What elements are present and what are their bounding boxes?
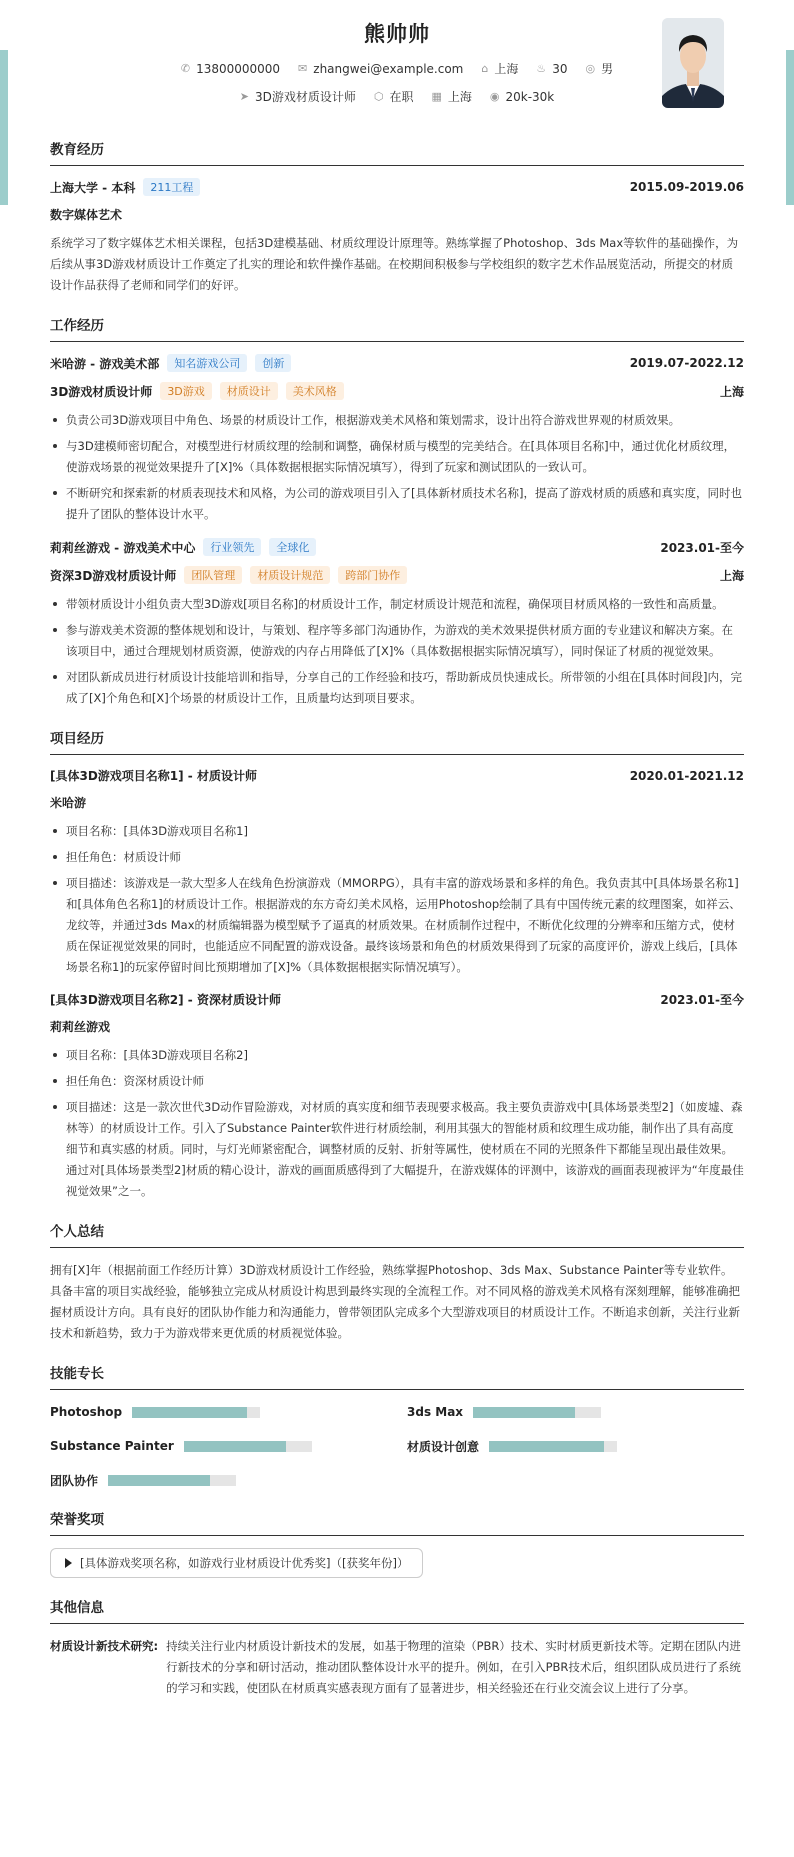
- summary-section: [50, 1220, 744, 1344]
- project-period: 2020.01-2021.12: [629, 768, 744, 783]
- project-name: [具体3D游戏项目名称1] - 材质设计师: [50, 769, 257, 783]
- skill-name: 材质设计创意: [407, 1439, 480, 1454]
- cake-icon: ♨: [536, 62, 547, 75]
- work-section: [50, 314, 744, 709]
- honors-section: [50, 1508, 744, 1578]
- skill-name: Photoshop: [50, 1405, 123, 1419]
- gender-icon: ◎: [585, 62, 596, 75]
- company-tag: 全球化: [269, 538, 316, 556]
- send-icon: ➤: [239, 90, 249, 103]
- other-section: [50, 1596, 744, 1699]
- summary-text: 拥有[X]年（根据前面工作经历计算）3D游戏材质设计工作经验，熟练掌握Photoshop、3ds Max、Substance Painter等专业软件。具备丰富的项目实战经验，能够独立完成从材质设计构思到最终实现的全流程工作。对不同风格的游戏美术风格有深刻理解，能够准确把握材质设计方向。具有良好的团队协作能力和沟通能力，曾带领团队完成多个大型游戏项目的材质设计工作。不断追求创新，关注行业新技术和新趋势，致力于为游戏带来更优质的材质视觉体验。: [50, 1263, 740, 1340]
- skill-name: 3ds Max: [407, 1405, 464, 1419]
- expand-triangle-icon: [65, 1558, 72, 1568]
- education-period: 2015.09-2019.06: [629, 180, 744, 194]
- skill-item: [50, 1402, 387, 1422]
- work-item: [50, 354, 744, 525]
- skill-tag: 材质设计: [220, 382, 278, 400]
- resume-header: [50, 0, 744, 128]
- work-item: [50, 538, 744, 709]
- skill-item: [407, 1436, 744, 1456]
- honor-item[interactable]: [50, 1548, 423, 1578]
- work-company: 米哈游 - 游戏美术部: [50, 356, 160, 371]
- list-item: 项目描述：这是一款次世代3D动作冒险游戏，对材质的真实度和细节表现要求极高。我主要负责游戏中[具体场景类型2]（如废墟、森林等）的材质设计工作。引入了Substance Painter软件进行材质绘制，利用其强大的智能材质和纹理生成功能，制作出了具有高度细节和真实感的材质。同时，与灯光师紧密配合，调整材质的反射、折射等属性，使材质在不同的光照条件下都能呈现出最佳效果。通过对[具体场景类型2]材质的精心设计，游戏的画面质感得到了大幅提升，在游戏媒体的评测中，该游戏的画面表现被评为“年度最佳视觉效果”之一。: [50, 1097, 744, 1202]
- email: zhangwei@example.com: [313, 61, 464, 76]
- home-icon: ⌂: [481, 62, 489, 75]
- skills-title: 技能专长: [50, 1362, 744, 1390]
- list-item: 负责公司3D游戏项目中角色、场景的材质设计工作，根据游戏美术风格和策划需求，设计出符合游戏世界观的材质效果。: [50, 410, 744, 431]
- left-accent-bar: [0, 50, 8, 205]
- skill-tag: 团队管理: [184, 566, 242, 584]
- list-item: 担任角色：资深材质设计师: [50, 1071, 744, 1092]
- work-period: 2019.07-2022.12: [629, 356, 744, 370]
- phone: 13800000000: [196, 61, 281, 76]
- major: 数字媒体艺术: [50, 208, 123, 222]
- skill-name: 团队协作: [50, 1473, 99, 1488]
- status-icon: ⬡: [373, 90, 384, 103]
- avatar: [662, 18, 724, 108]
- building-icon: ▦: [431, 90, 442, 103]
- phone-icon: ✆: [180, 62, 191, 75]
- company-tag: 创新: [255, 354, 291, 372]
- education-title: 教育经历: [50, 138, 744, 166]
- target-city: 上海: [447, 90, 472, 104]
- company-tag: 行业领先: [203, 538, 261, 556]
- status: 在职: [389, 90, 414, 104]
- skill-name: Substance Painter: [50, 1439, 174, 1453]
- project-name: [具体3D游戏项目名称2] - 资深材质设计师: [50, 993, 281, 1007]
- email-icon: ✉: [298, 62, 308, 75]
- skill-bar-fill: [108, 1475, 210, 1486]
- skill-bar-fill: [184, 1441, 286, 1452]
- skill-bar: [108, 1475, 236, 1486]
- list-item: 项目描述：该游戏是一款大型多人在线角色扮演游戏（MMORPG），具有丰富的游戏场景和多样的角色。我负责其中[具体场景名称1]和[具体角色名称1]的材质设计工作。根据游戏的东方奇幻美术风格，运用Photoshop绘制了具有中国传统元素的纹理图案，如祥云、龙纹等，并通过3ds Max的材质编辑器为模型赋予了逼真的材质效果。在材质制作过程中，不断优化纹理的分辨率和压缩方式，使材质在保证视觉效果的同时，也能适应不同配置的游戏设备。最终该场景和角色的材质效果得到了玩家的高度评价，游戏上线后，[具体场景名称1]的玩家停留时间比预期增加了[X]%（具体数据根据实际情况填写）。: [50, 873, 744, 978]
- skill-tag: 美术风格: [286, 382, 344, 400]
- right-accent-bar: [786, 50, 794, 205]
- school-name: 上海大学 - 本科: [50, 180, 136, 195]
- summary-title: 个人总结: [50, 1220, 744, 1248]
- skill-bar: [489, 1441, 617, 1452]
- work-title: 资深3D游戏材质设计师: [50, 568, 177, 583]
- skill-bar: [132, 1407, 260, 1418]
- project-company: 米哈游: [50, 796, 87, 810]
- honors-title: 荣誉奖项: [50, 1508, 744, 1536]
- projects-title: 项目经历: [50, 727, 744, 755]
- position: 3D游戏材质设计师: [254, 90, 356, 104]
- work-company: 莉莉丝游戏 - 游戏美术中心: [50, 540, 196, 555]
- skill-tag: 跨部门协作: [338, 566, 407, 584]
- list-item: 带领材质设计小组负责大型3D游戏[项目名称]的材质设计工作，制定材质设计规范和流程，确保项目材质风格的一致性和高质量。: [50, 594, 744, 615]
- work-location: 上海: [719, 568, 744, 583]
- skill-item: [407, 1402, 744, 1422]
- skill-bar-fill: [489, 1441, 604, 1452]
- projects-section: [50, 727, 744, 1202]
- education-desc: 系统学习了数字媒体艺术相关课程，包括3D建模基础、材质纹理设计原理等。熟练掌握了Photoshop、3ds Max等软件的基础操作，为后续从事3D游戏材质设计工作奠定了扎实的理论和软件操作基础。在校期间积极参与学校组织的数字艺术作品展览活动，所提交的材质设计作品获得了老师和同学们的好评。: [50, 236, 739, 292]
- candidate-name: 熊帅帅: [364, 22, 430, 46]
- age: 30: [552, 61, 568, 76]
- list-item: 项目名称：[具体3D游戏项目名称2]: [50, 1045, 744, 1066]
- skill-bar-fill: [132, 1407, 247, 1418]
- project-item: [50, 991, 744, 1202]
- skill-item: [50, 1470, 387, 1490]
- list-item: 参与游戏美术资源的整体规划和设计，与策划、程序等多部门沟通协作，为游戏的美术效果提供材质方面的专业建议和解决方案。在该项目中，通过合理规划材质资源，使游戏的内存占用降低了[X]%（具体数据根据实际情况填写），同时保证了材质的视觉效果。: [50, 620, 744, 662]
- honor-text: [具体游戏奖项名称，如游戏行业材质设计优秀奖]（[获奖年份]）: [80, 1556, 409, 1570]
- list-item: 不断研究和探索新的材质表现技术和风格，为公司的游戏项目引入了[具体新材质技术名称]，提高了游戏材质的质感和真实度，同时也提升了团队的整体设计水平。: [50, 483, 744, 525]
- skill-bar: [184, 1441, 312, 1452]
- gender: 男: [601, 62, 614, 76]
- work-period: 2023.01-至今: [660, 540, 744, 555]
- skill-bar: [473, 1407, 601, 1418]
- list-item: 担任角色：材质设计师: [50, 847, 744, 868]
- skill-tag: 材质设计规范: [250, 566, 330, 584]
- resume-page: [50, 0, 744, 1699]
- list-item: 与3D建模师密切配合，对模型进行材质纹理的绘制和调整，确保材质与模型的完美结合。在[具体项目名称]中，通过优化材质纹理，使游戏场景的视觉效果提升了[X]%（具体数据根据实际情况填写），得到了玩家和测试团队的一致认可。: [50, 436, 744, 478]
- contact-row: [50, 60, 744, 77]
- project-item: [50, 767, 744, 978]
- company-tag: 知名游戏公司: [167, 354, 247, 372]
- skill-item: [50, 1436, 387, 1456]
- job-intent-row: [50, 88, 744, 105]
- skill-tag: 3D游戏: [160, 382, 211, 400]
- other-title: 其他信息: [50, 1596, 744, 1624]
- work-location: 上海: [719, 384, 744, 399]
- education-section: [50, 138, 744, 296]
- other-text: 持续关注行业内材质设计新技术的发展，如基于物理的渲染（PBR）技术、实时材质更新技术等。定期在团队内进行新技术的分享和研讨活动，推动团队整体设计水平的提升。例如，在引入PBR技术后，组织团队成员进行了系统的学习和实践，使团队在材质真实感表现方面有了显著进步，相关经验还在行业交流会议上进行了分享。: [166, 1639, 741, 1695]
- skill-bar-fill: [473, 1407, 575, 1418]
- work-title: 工作经历: [50, 314, 744, 342]
- project-company: 莉莉丝游戏: [50, 1020, 111, 1034]
- other-label: 材质设计新技术研究:: [50, 1639, 159, 1653]
- salary: 20k-30k: [505, 89, 555, 104]
- list-item: 对团队新成员进行材质设计技能培训和指导，分享自己的工作经验和技巧，帮助新成员快速成长。所带领的小组在[具体时间段]内，完成了[X]个角色和[X]个场景的材质设计工作，且质量均达到项目要求。: [50, 667, 744, 709]
- salary-icon: ◉: [489, 90, 500, 103]
- skills-section: [50, 1362, 744, 1490]
- work-title: 3D游戏材质设计师: [50, 384, 153, 399]
- list-item: 项目名称：[具体3D游戏项目名称1]: [50, 821, 744, 842]
- city: 上海: [494, 62, 519, 76]
- project-period: 2023.01-至今: [660, 993, 744, 1007]
- school-tag: 211工程: [143, 178, 200, 196]
